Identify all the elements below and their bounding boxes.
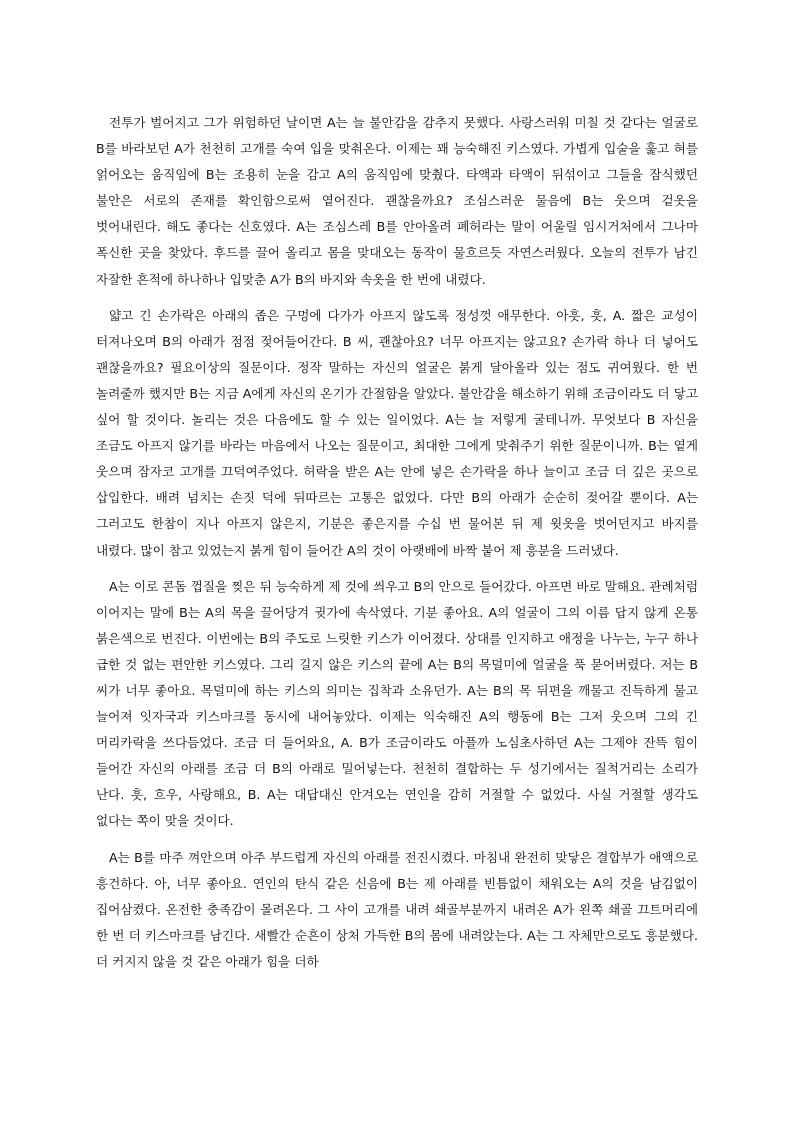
paragraph-3: A는 이로 콘돔 껍질을 찢은 뒤 능숙하게 제 것에 씌우고 B의 안으로 들어갔다. 아프면 바로 말해요. 관례처럼 이어지는 말에 B는 A의 목을 끌어당겨 귓가에 속삭였다. 기분 좋아요. A의 얼굴이 그의 이름 답지 않게 온통 붉은색으로 번진다. 이번에는 B의 주도로 느릿한 키스가 이어졌다. 상대를 인지하고 애정을 나누는, 누구 하나 급한 것 없는 편안한 키스였다. 그리 길지 않은 키스의 끝에 A는 B의 목덜미에 얼굴을 푹 묻어버렸다. 저는 B 씨가 너무 좋아요. 목덜미에 하는 키스의 의미는 집착과 소유던가. A는 B의 목 뒤편을 깨물고 진득하게 물고 늘어져 잇자국과 키스마크를 동시에 내어놓았다. 이제는 익숙해진 A의 행동에 B는 그저 웃으며 그의 긴 머리카락을 쓰다듬었다. 조금 더 들어와요, A. B가 조금이라도 아플까 노심초사하던 A는 그제야 잔뜩 힘이 들어간 자신의 아래를 조금 더 B의 아래로 밀어넣는다. 천천히 결합하는 두 성기에서는 질척거리는 소리가 난다. 흣, 흐우, 사랑해요, B. A는 대답대신 안겨오는 연인을 감히 거절할 수 없었다. 사실 거절할 생각도 없다는 쪽이 맞을 것이다. bbox=[96, 578, 698, 829]
paragraph-2: 얇고 긴 손가락은 아래의 좁은 구멍에 다가가 아프지 않도록 정성껏 애무한다. 아흣, 흣, A. 짧은 교성이 터져나오며 B의 아래가 점점 젖어들어간다. B 씨, 괜찮아요? 너무 아프지는 않고요? 손가락 하나 더 넣어도 괜찮을까요? 필요이상의 질문이다. 정작 말하는 자신의 얼굴은 붉게 달아올라 있는 점도 귀여웠다. 한 번 놀려줄까 했지만 B는 지금 A에게 자신의 온기가 간절함을 알았다. 불안감을 해소하기 위해 조금이라도 더 닿고 싶어 할 것이다. 놀리는 것은 다음에도 할 수 있는 일이었다. A는 늘 저렇게 굴테니까. 무엇보다 B 자신을 조금도 아프지 않기를 바라는 마음에서 나오는 질문이고, 최대한 그에게 맞춰주기 위한 질문이니까. B는 옅게 웃으며 잠자코 고개를 끄덕여주었다. 허락을 받은 A는 안에 넣은 손가락을 하나 늘이고 조금 더 깊은 곳으로 삽입한다. 배려 넘치는 손짓 덕에 뒤따르는 고통은 없었다. 다만 B의 아래가 순순히 젖어갈 뿐이다. A는 그러고도 한참이 지나 아프지 않은지, 기분은 좋은지를 수십 번 물어본 뒤 제 윗옷을 벗어던지고 바지를 내렸다. 많이 참고 있었는지 붉게 힘이 들어간 A의 것이 아랫배에 바짝 붙어 제 흥분을 드러냈다. bbox=[96, 307, 698, 558]
paragraph-4: A는 B를 마주 껴안으며 아주 부드럽게 자신의 아래를 전진시켰다. 마침내 완전히 맞닿은 결합부가 애액으로 흥건하다. 아, 너무 좋아요. 연인의 탄식 같은 신음에 B는 제 아래를 빈틈없이 채워오는 A의 것을 남김없이 집어삼켰다. 온전한 충족감이 몰려온다. 그 사이 고개를 내려 쇄골부분까지 내려온 A가 왼쪽 쇄골 끄트머리에 한 번 더 키스마크를 남긴다. 새빨간 순흔이 상처 가득한 B의 몸에 내려앉는다. A는 그 자체만으로도 흥분했다. 더 커지지 않을 것 같은 아래가 힘을 더하 bbox=[96, 849, 698, 969]
document-body bbox=[96, 110, 698, 975]
paragraph-1: 전투가 벌어지고 그가 위험하던 날이면 A는 늘 불안감을 감추지 못했다. 사랑스러워 미칠 것 같다는 얼굴로 B를 바라보던 A가 천천히 고개를 숙여 입을 맞춰온다. 이제는 꽤 능숙해진 키스였다. 가볍게 입술을 훑고 혀를 얽어오는 움직임에 B는 조용히 눈을 감고 A의 움직임에 맞췄다. 타액과 타액이 뒤섞이고 그들을 잠식했던 불안은 서로의 존재를 확인함으로써 옅어진다. 괜찮을까요? 조심스러운 물음에 B는 웃으며 겉옷을 벗어내린다. 해도 좋다는 신호였다. A는 조심스레 B를 안아올려 폐허라는 말이 어울릴 임시거처에서 그나마 폭신한 곳을 찾았다. 후드를 끌어 올리고 몸을 맞대오는 동작이 물흐르듯 자연스러웠다. 오늘의 전투가 남긴 자잘한 흔적에 하나하나 입맞춘 A가 B의 바지와 속옷을 한 번에 내렸다. bbox=[96, 115, 698, 287]
